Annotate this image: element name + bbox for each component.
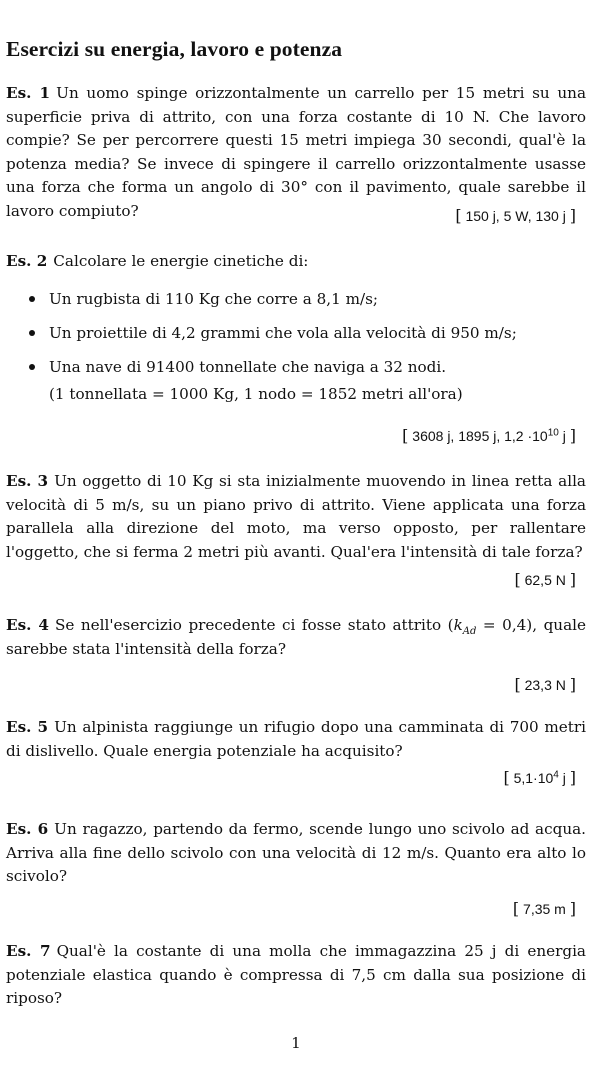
exercise-4: Es. 4 Se nell'esercizio precedente ci fosse stato attrito $(k_{Ad} = 0,4)$, quale sarebbe stata l'intensità della forza? xyxy=(6,616,586,658)
exercise-label: Es. 6 xyxy=(6,820,49,838)
list-item: Un proiettile di 4,2 grammi che vola alla velocità di 950 m/s; xyxy=(6,321,586,355)
bullet-icon xyxy=(29,364,35,370)
exercise-text: Un uomo spinge orizzontalmente un carrello per 15 metri su una superficie priva di attrito, con una forza costante di 10 N. Che lavoro compie? Se per percorrere questi 15 metri impiega 30 secondi, qual'è la potenza media? Se invece di spingere il carrello orizzontalmente usasse una forza che forma un angolo di 30° con il pavimento, quale sarebbe il lavoro compiuto? xyxy=(6,84,586,220)
bullet-icon xyxy=(29,330,35,336)
exercise-text: Calcolare le energie cinetiche di: xyxy=(53,252,309,270)
exercise-1 xyxy=(6,82,586,223)
bullet-icon xyxy=(29,296,35,302)
exercise-text: Un ragazzo, partendo da fermo, scende lungo uno scivolo ad acqua. Arriva alla fine dello scivolo con una velocità di 12 m/s. Quanto era alto lo scivolo? xyxy=(6,820,586,885)
exercise-label: Es. 7 xyxy=(6,942,51,960)
answer-2: [ 3608 j, 1895 j, $1,2 \cdot 10^{10}$ j ] xyxy=(402,426,576,445)
exercise-label: Es. 4 xyxy=(6,616,49,634)
answer-6: [ 7,35 m ] xyxy=(512,899,576,918)
answer-text: 150 j, 5 W, 130 j xyxy=(465,208,566,224)
exercise-7 xyxy=(6,940,586,1011)
exercise-label: Es. 5 xyxy=(6,718,49,736)
exercise-text: Qual'è la costante di una molla che immagazzina 25 j di energia potenziale elastica quando è compressa di 7,5 cm dalla sua posizione di riposo? xyxy=(6,942,586,1007)
exercise-text: Un alpinista raggiunge un rifugio dopo una camminata di 700 metri di dislivello. Quale energia potenziale ha acquisito? xyxy=(6,718,586,760)
answer-4: [ 23,3 N ] xyxy=(514,675,576,694)
page-title: Esercizi su energia, lavoro e potenza xyxy=(6,37,343,61)
answer-5: [ $5,1\cdot 10^4$ j ] xyxy=(503,768,576,787)
item-list xyxy=(6,287,586,389)
page-number: 1 xyxy=(291,1034,301,1052)
exercise-6 xyxy=(6,818,586,889)
exercise-5 xyxy=(6,716,586,763)
answer-1: [ 150 j, 5 W, 130 j ] xyxy=(455,206,576,225)
list-item: Un rugbista di 110 Kg che corre a 8,1 m/s; xyxy=(6,287,586,321)
exercise-text: Un oggetto di 10 Kg si sta inizialmente muovendo in linea retta alla velocità di 5 m/s, su un piano privo di attrito. Viene applicata una forza parallela alla direzione del moto, ma verso opposto, per rallentare l'oggetto, che si ferma 2 metri più avanti. Qual'era l'intensità di tale forza? xyxy=(6,472,586,561)
exercise-label: Es. 2 xyxy=(6,252,48,270)
answer-3: [ 62,5 N ] xyxy=(514,570,576,589)
exercise-3 xyxy=(6,470,586,564)
exercise-label: Es. 3 xyxy=(6,472,49,490)
list-item: Una nave di 91400 tonnellate che naviga a 32 nodi. xyxy=(6,355,586,389)
friction-coefficient: k xyxy=(453,616,463,634)
exercise-label: Es. 1 xyxy=(6,84,51,102)
exercise-2 xyxy=(6,250,586,274)
conversion-note: (1 tonnellata = 1000 Kg, 1 nodo = 1852 metri all'ora) xyxy=(49,385,463,403)
